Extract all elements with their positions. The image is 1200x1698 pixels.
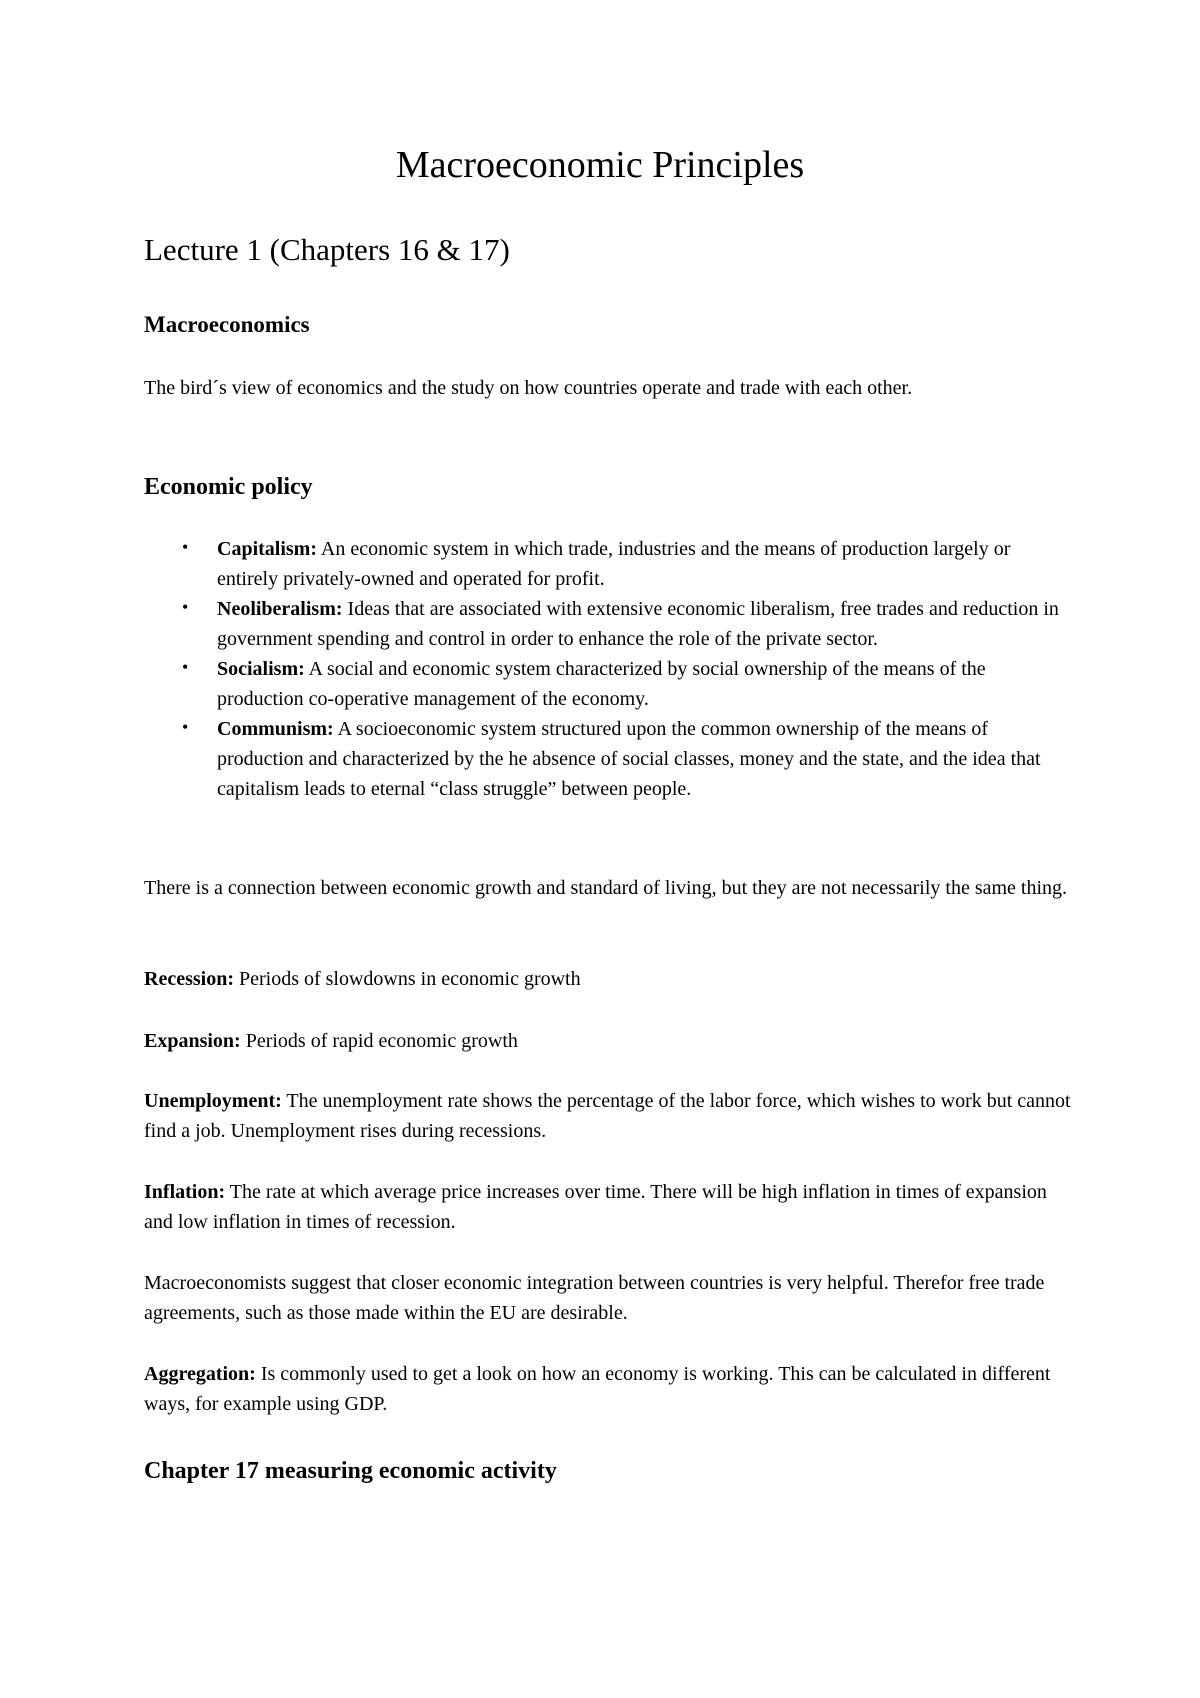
economic-policy-heading: Economic policy <box>144 474 313 500</box>
term-label: Socialism: <box>217 658 305 680</box>
term-definition: Periods of rapid economic growth <box>240 1030 518 1052</box>
expansion-paragraph <box>144 1026 1074 1056</box>
integration-paragraph: Macroeconomists suggest that closer economic integration between countries is very helpful. Therefor free trade agreements, such as those made within the EU are desirable. <box>144 1272 1045 1324</box>
term-definition: Ideas that are associated with extensive economic liberalism, free trades and reduction in government spending and control in order to enhance the role of the private sector. <box>217 598 1059 650</box>
list-item <box>144 534 1074 594</box>
term-definition: A social and economic system characterized by social ownership of the means of the production co-operative management of the economy. <box>217 658 986 710</box>
bullet-icon: • <box>182 657 189 677</box>
recession-paragraph <box>144 964 1074 994</box>
term-definition: A socioeconomic system structured upon the common ownership of the means of production and characterized by the he absence of social classes, money and the state, and the idea that capitalism leads to eternal “class struggle” between people. <box>217 718 1041 800</box>
term-label: Capitalism: <box>217 538 317 560</box>
list-item <box>144 654 1074 714</box>
term-definition: The unemployment rate shows the percentage of the labor force, which wishes to work but cannot find a job. Unemployment rises during recessions. <box>144 1090 1071 1142</box>
term-definition: Is commonly used to get a look on how an economy is working. This can be calculated in different ways, for example using GDP. <box>144 1363 1051 1415</box>
document-title: Macroeconomic Principles <box>395 144 805 186</box>
term-label: Communism: <box>217 718 334 740</box>
macroeconomics-heading: Macroeconomics <box>144 312 310 337</box>
term-label: Recession: <box>144 968 234 990</box>
term-definition: The rate at which average price increases over time. There will be high inflation in times of expansion and low inflation in times of recession. <box>144 1181 1047 1233</box>
term-label: Unemployment: <box>144 1090 282 1112</box>
bullet-icon: • <box>182 537 189 557</box>
bullet-icon: • <box>182 717 189 737</box>
list-item <box>144 594 1074 654</box>
term-label: Aggregation: <box>144 1363 256 1385</box>
connection-paragraph: There is a connection between economic growth and standard of living, but they are not necessarily the same thing. <box>144 877 1068 899</box>
economic-policy-list <box>144 534 1074 804</box>
term-definition: Periods of slowdowns in economic growth <box>233 968 581 990</box>
macroeconomics-text: The bird´s view of economics and the study on how countries operate and trade with each other. <box>144 377 913 399</box>
term-label: Expansion: <box>144 1030 241 1052</box>
term-label: Neoliberalism: <box>217 598 343 620</box>
aggregation-paragraph <box>144 1359 1074 1419</box>
chapter-17-heading: Chapter 17 measuring economic activity <box>144 1458 557 1484</box>
term-definition: An economic system in which trade, industries and the means of production largely or entirely privately-owned and operated for profit. <box>217 538 1011 590</box>
bullet-icon: • <box>182 597 189 617</box>
unemployment-paragraph <box>144 1086 1074 1146</box>
list-item <box>144 714 1074 804</box>
inflation-paragraph <box>144 1177 1074 1237</box>
term-label: Inflation: <box>144 1181 226 1203</box>
lecture-heading: Lecture 1 (Chapters 16 & 17) <box>144 232 510 267</box>
